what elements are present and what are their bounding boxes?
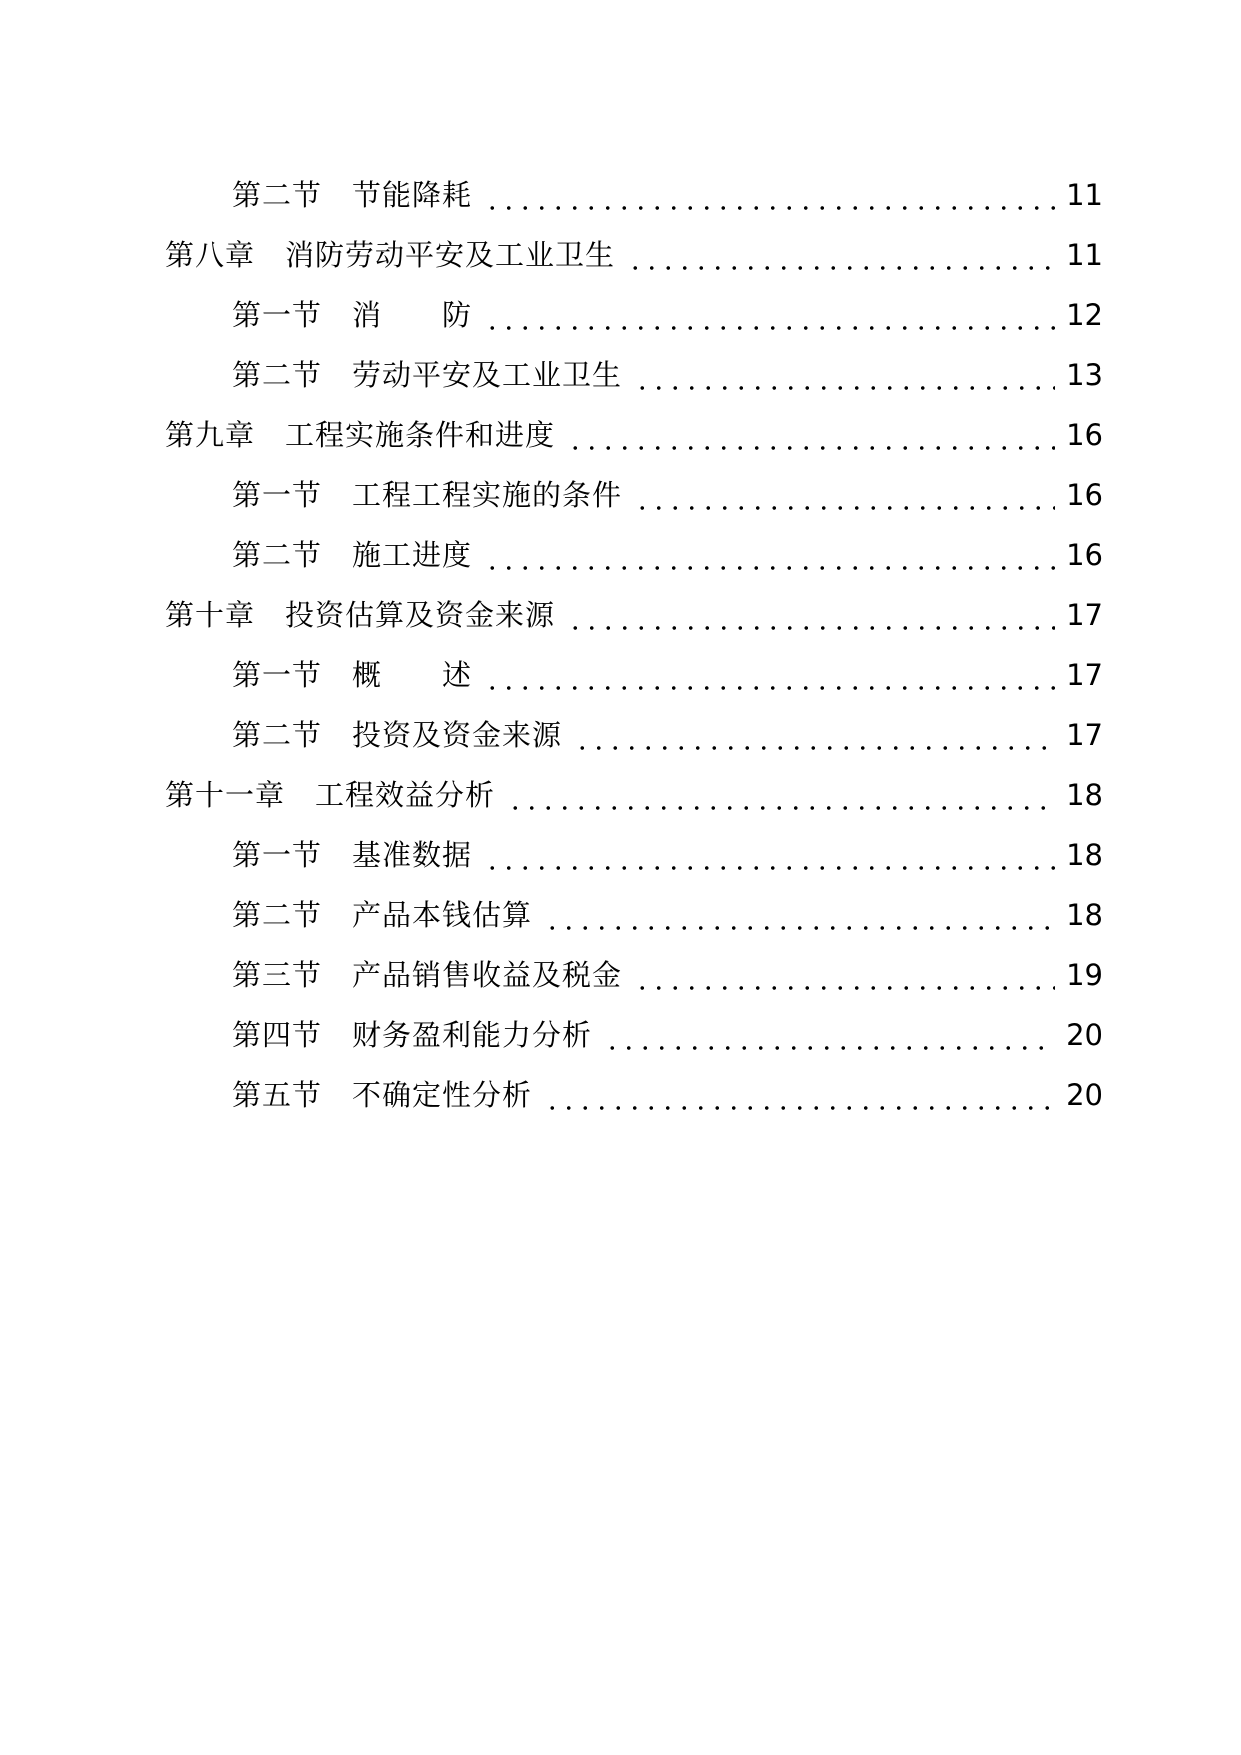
toc-entry-page-number: 19 [1066, 958, 1103, 992]
toc-entry-page-number: 11 [1066, 238, 1103, 272]
toc-entry-section[interactable] [0, 645, 1241, 705]
toc-entry-page-number: 17 [1066, 718, 1103, 752]
toc-leader-dots [484, 835, 1055, 875]
toc-entry-page-number: 11 [1066, 178, 1103, 212]
toc-entry-page-number: 18 [1066, 898, 1103, 932]
toc-entry-title: 第八章 消防劳动平安及工业卫生 [165, 235, 615, 275]
toc-entry-title: 第一节 工程工程实施的条件 [232, 475, 622, 515]
toc-leader-dots [627, 235, 1055, 275]
toc-entry-page-number: 17 [1066, 598, 1103, 632]
toc-entry-title: 第二节 节能降耗 [232, 175, 472, 215]
toc-entry-section[interactable] [0, 945, 1241, 1005]
toc-entry-title: 第一节 消 防 [232, 295, 472, 335]
toc-entry-page-number: 13 [1066, 358, 1103, 392]
toc-entry-title: 第三节 产品销售收益及税金 [232, 955, 622, 995]
toc-entry-title: 第二节 产品本钱估算 [232, 895, 532, 935]
toc-entry-chapter[interactable] [0, 405, 1241, 465]
toc-entry-title: 第十一章 工程效益分析 [165, 775, 495, 815]
toc-entry-title: 第二节 劳动平安及工业卫生 [232, 355, 622, 395]
toc-leader-dots [634, 355, 1055, 395]
toc-entry-page-number: 16 [1066, 478, 1103, 512]
toc-leader-dots [544, 895, 1055, 935]
toc-entry-section[interactable] [0, 345, 1241, 405]
toc-leader-dots [507, 775, 1055, 815]
toc-entry-section[interactable] [0, 285, 1241, 345]
toc-leader-dots [484, 535, 1055, 575]
toc-leader-dots [634, 475, 1055, 515]
toc-entry-section[interactable] [0, 465, 1241, 525]
toc-entry-page-number: 20 [1066, 1078, 1103, 1112]
toc-entry-section[interactable] [0, 885, 1241, 945]
toc-entry-page-number: 18 [1066, 778, 1103, 812]
toc-entry-title: 第五节 不确定性分析 [232, 1075, 532, 1115]
toc-leader-dots [567, 415, 1055, 455]
toc-entry-page-number: 12 [1066, 298, 1103, 332]
toc-entry-title: 第二节 投资及资金来源 [232, 715, 562, 755]
toc-entry-page-number: 16 [1066, 538, 1103, 572]
toc-entry-title: 第一节 基准数据 [232, 835, 472, 875]
toc-entry-section[interactable] [0, 1005, 1241, 1065]
toc-leader-dots [567, 595, 1055, 635]
toc-entry-page-number: 16 [1066, 418, 1103, 452]
toc-entry-chapter[interactable] [0, 225, 1241, 285]
toc-entry-page-number: 17 [1066, 658, 1103, 692]
toc-leader-dots [484, 295, 1055, 335]
toc-entry-title: 第九章 工程实施条件和进度 [165, 415, 555, 455]
table-of-contents [0, 165, 1241, 1125]
toc-leader-dots [634, 955, 1055, 995]
toc-entry-section[interactable] [0, 165, 1241, 225]
toc-entry-chapter[interactable] [0, 585, 1241, 645]
toc-leader-dots [604, 1015, 1055, 1055]
toc-entry-section[interactable] [0, 705, 1241, 765]
toc-leader-dots [484, 175, 1055, 215]
toc-entry-title: 第四节 财务盈利能力分析 [232, 1015, 592, 1055]
toc-entry-chapter[interactable] [0, 765, 1241, 825]
toc-leader-dots [574, 715, 1055, 755]
toc-entry-page-number: 20 [1066, 1018, 1103, 1052]
toc-entry-page-number: 18 [1066, 838, 1103, 872]
toc-entry-section[interactable] [0, 525, 1241, 585]
toc-entry-title: 第一节 概 述 [232, 655, 472, 695]
toc-entry-title: 第十章 投资估算及资金来源 [165, 595, 555, 635]
toc-entry-title: 第二节 施工进度 [232, 535, 472, 575]
toc-entry-section[interactable] [0, 1065, 1241, 1125]
toc-leader-dots [484, 655, 1055, 695]
toc-entry-section[interactable] [0, 825, 1241, 885]
toc-leader-dots [544, 1075, 1055, 1115]
